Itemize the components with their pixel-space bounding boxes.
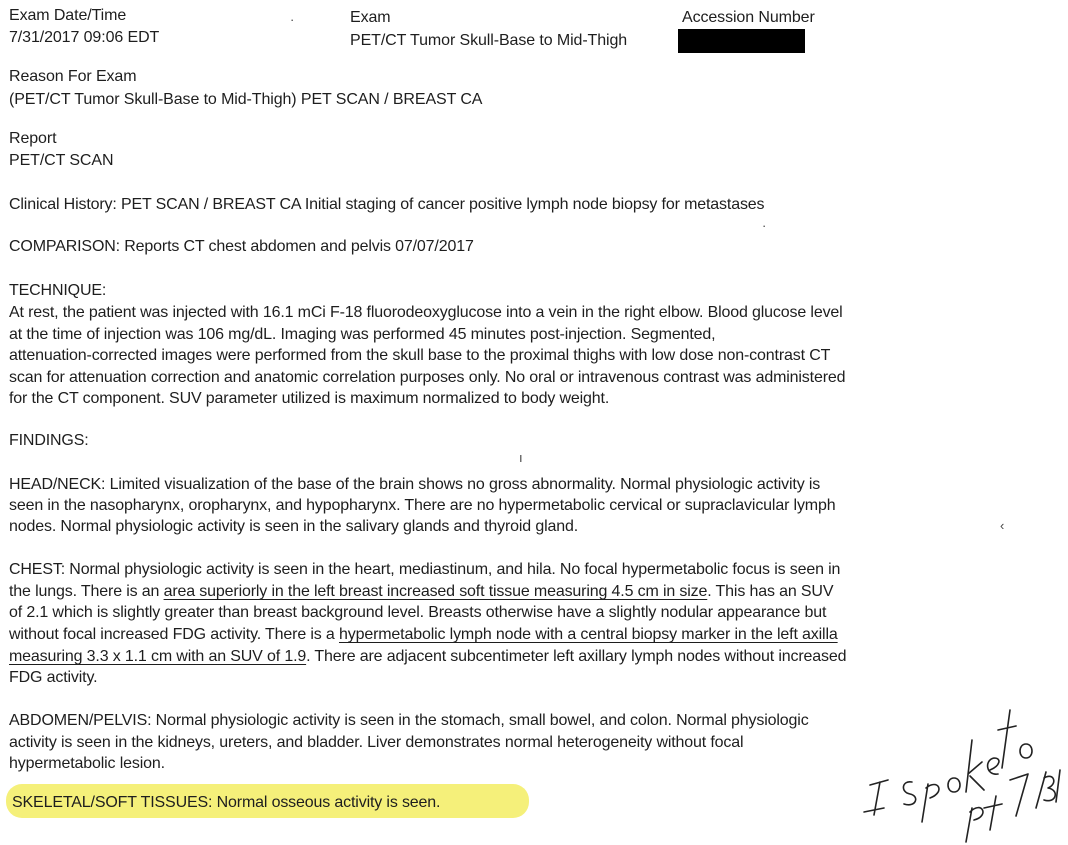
- technique-line: scan for attenuation correction and anatomic correlation purposes only. No oral or intravenous contrast was administered: [9, 369, 846, 386]
- abdomen-line: activity is seen in the kidneys, ureters, and bladder. Liver demonstrates normal heterogeneity without focal: [9, 734, 744, 751]
- exam-datetime-value: 7/31/2017 09:06 EDT: [9, 29, 160, 46]
- handwritten-note: [850, 700, 1065, 845]
- chest-line: of 2.1 which is slightly greater than breast background level. Breasts otherwise have a slightly nodular appearance but: [9, 604, 827, 621]
- chest-line: [9, 646, 846, 668]
- underlined-axilla-finding: hypermetabolic lymph node with a central biopsy marker in the left axilla: [338, 626, 838, 643]
- underlined-breast-finding: area superiorly in the left breast increased soft tissue measuring 4.5 cm in size: [163, 583, 708, 600]
- stray-mark: ·: [290, 12, 295, 27]
- accession-label: Accession Number: [682, 9, 815, 26]
- comparison: COMPARISON: Reports CT chest abdomen and pelvis 07/07/2017: [9, 238, 474, 255]
- abdomen-line: ABDOMEN/PELVIS: Normal physiologic activity is seen in the stomach, small bowel, and colon. Normal physiologic: [9, 712, 809, 729]
- reason-value: (PET/CT Tumor Skull-Base to Mid-Thigh) PET SCAN / BREAST CA: [9, 91, 483, 108]
- technique-line: for the CT component. SUV parameter utilized is maximum normalized to body weight.: [9, 390, 610, 407]
- chest-text: the lungs. There is an: [9, 583, 164, 600]
- exam-value: PET/CT Tumor Skull-Base to Mid-Thigh: [350, 32, 628, 49]
- chest-text: . There are adjacent subcentimeter left axillary lymph nodes without increased: [306, 648, 847, 665]
- stray-mark: ı: [519, 450, 523, 465]
- head-neck-line: nodes. Normal physiologic activity is seen in the salivary glands and thyroid gland.: [9, 518, 579, 535]
- stray-mark: ‹: [1000, 518, 1005, 533]
- skeletal-line: SKELETAL/SOFT TISSUES: Normal osseous activity is seen.: [12, 794, 441, 811]
- report-value: PET/CT SCAN: [9, 152, 114, 169]
- stray-mark: ·: [762, 218, 767, 233]
- technique-heading: TECHNIQUE:: [9, 282, 107, 299]
- chest-line: [9, 624, 838, 646]
- reason-label: Reason For Exam: [9, 68, 137, 85]
- chest-line: CHEST: Normal physiologic activity is seen in the heart, mediastinum, and hila. No focal hypermetabolic focus is seen in: [9, 561, 841, 578]
- technique-line: attenuation-corrected images were performed from the skull base to the proximal thighs with low dose non-contrast CT: [9, 347, 831, 364]
- technique-line: at the time of injection was 106 mg/dL. Imaging was performed 45 minutes post-injection. Segmented,: [9, 326, 716, 343]
- chest-line: FDG activity.: [9, 669, 98, 686]
- abdomen-line: hypermetabolic lesion.: [9, 755, 165, 772]
- exam-label: Exam: [350, 9, 391, 26]
- chest-text: without focal increased FDG activity. There is a: [9, 626, 339, 643]
- exam-datetime-label: Exam Date/Time: [9, 7, 127, 24]
- head-neck-line: HEAD/NECK: Limited visualization of the base of the brain shows no gross abnormality. Normal physiologic activity is: [9, 476, 821, 493]
- chest-line: [9, 581, 833, 603]
- technique-line: At rest, the patient was injected with 16.1 mCi F-18 fluorodeoxyglucose into a vein in the right elbow. Blood glucose level: [9, 304, 843, 321]
- clinical-history: Clinical History: PET SCAN / BREAST CA Initial staging of cancer positive lymph node biopsy for metastases: [9, 196, 765, 213]
- findings-heading: FINDINGS:: [9, 432, 89, 449]
- head-neck-line: seen in the nasopharynx, oropharynx, and hypopharynx. There are no hypermetabolic cervical or supraclavicular lymph: [9, 497, 836, 514]
- underlined-measurement: measuring 3.3 x 1.1 cm with an SUV of 1.9: [9, 648, 307, 665]
- report-label: Report: [9, 130, 57, 147]
- accession-redaction: [678, 29, 805, 53]
- chest-text: . This has an SUV: [707, 583, 834, 600]
